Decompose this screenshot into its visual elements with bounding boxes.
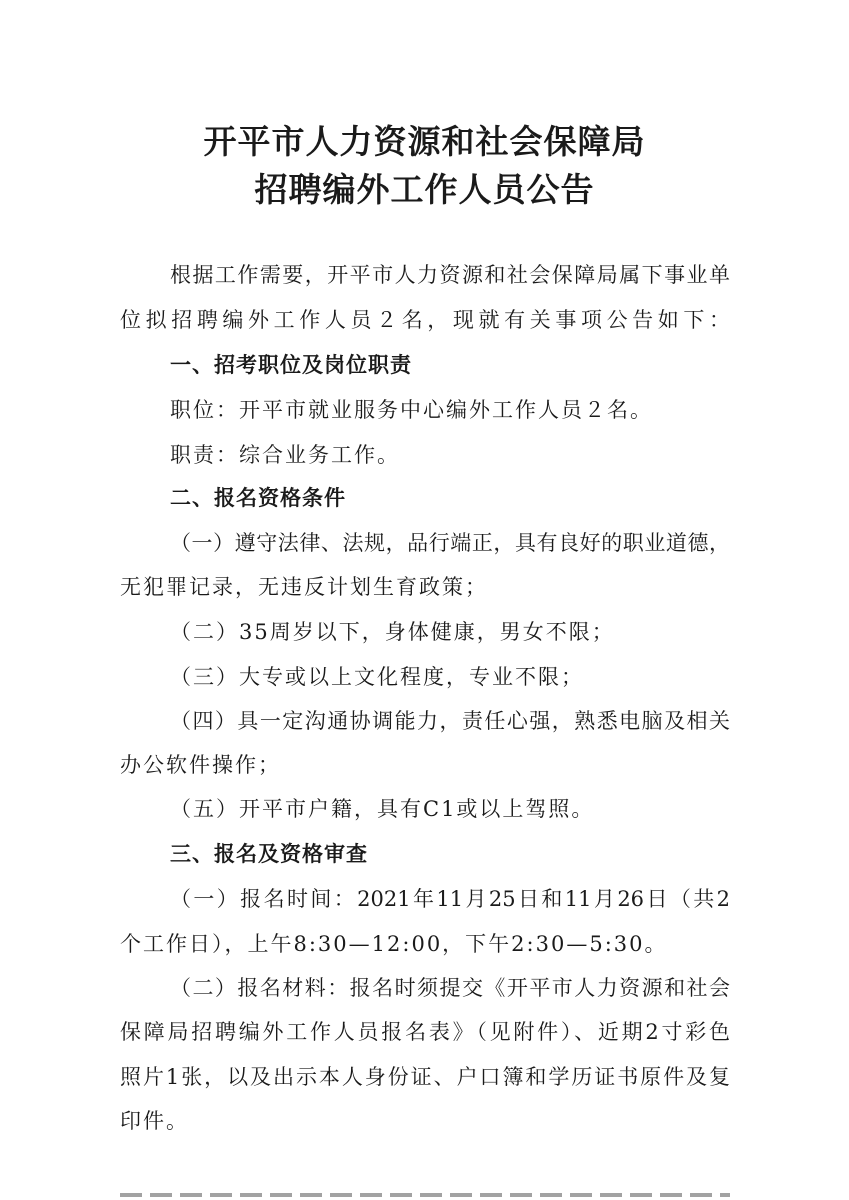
intro-paragraph-line1: 根据工作需要，开平市人力资源和社会保障局属下事业单 [170,263,730,287]
section3-item2-line3: 照片1张，以及出示本人身份证、户口簿和学历证书原件及复 [120,1065,730,1089]
section1-heading: 一、招考职位及岗位职责 [170,353,412,377]
section2-item2: （二）35周岁以下，身体健康，男女不限； [170,620,615,644]
intro-paragraph-line2: 位拟招聘编外工作人员２名，现就有关事项公告如下： [120,308,730,332]
section1-duty: 职责：综合业务工作。 [170,443,400,467]
section3-item1-line2: 个工作日），上午8:30—12:00，下午2:30—5:30。 [120,932,668,956]
document-title-line2: 招聘编外工作人员公告 [254,170,595,209]
section2-item1-line1: （一）遵守法律、法规，品行端正，具有良好的职业道德， [170,531,730,555]
section1-position: 职位：开平市就业服务中心编外工作人员２名。 [170,398,653,422]
section2-heading: 二、报名资格条件 [170,486,346,510]
section2-item1-line2: 无犯罪记录，无违反计划生育政策； [120,575,488,599]
section3-heading: 三、报名及资格审查 [170,842,368,866]
section3-item2-line2: 保障局招聘编外工作人员报名表》（见附件）、近期2寸彩色 [120,1020,730,1044]
section2-item4-line1: （四）具一定沟通协调能力，责任心强，熟悉电脑及相关 [170,709,730,733]
section2-item4-line2: 办公软件操作； [120,753,281,777]
document-title-line1: 开平市人力资源和社会保障局 [203,122,646,161]
section2-item5: （五）开平市户籍，具有C1或以上驾照。 [170,797,595,821]
page-bottom-edge-artifact [120,1193,730,1197]
section3-item2-line1: （二）报名材料：报名时须提交《开平市人力资源和社会 [170,976,730,1000]
section3-item2-line4: 印件。 [120,1109,189,1133]
section2-item3: （三）大专或以上文化程度，专业不限； [170,665,584,689]
section3-item1-line1: （一）报名时间：2021年11月25日和11月26日（共2 [170,887,730,911]
